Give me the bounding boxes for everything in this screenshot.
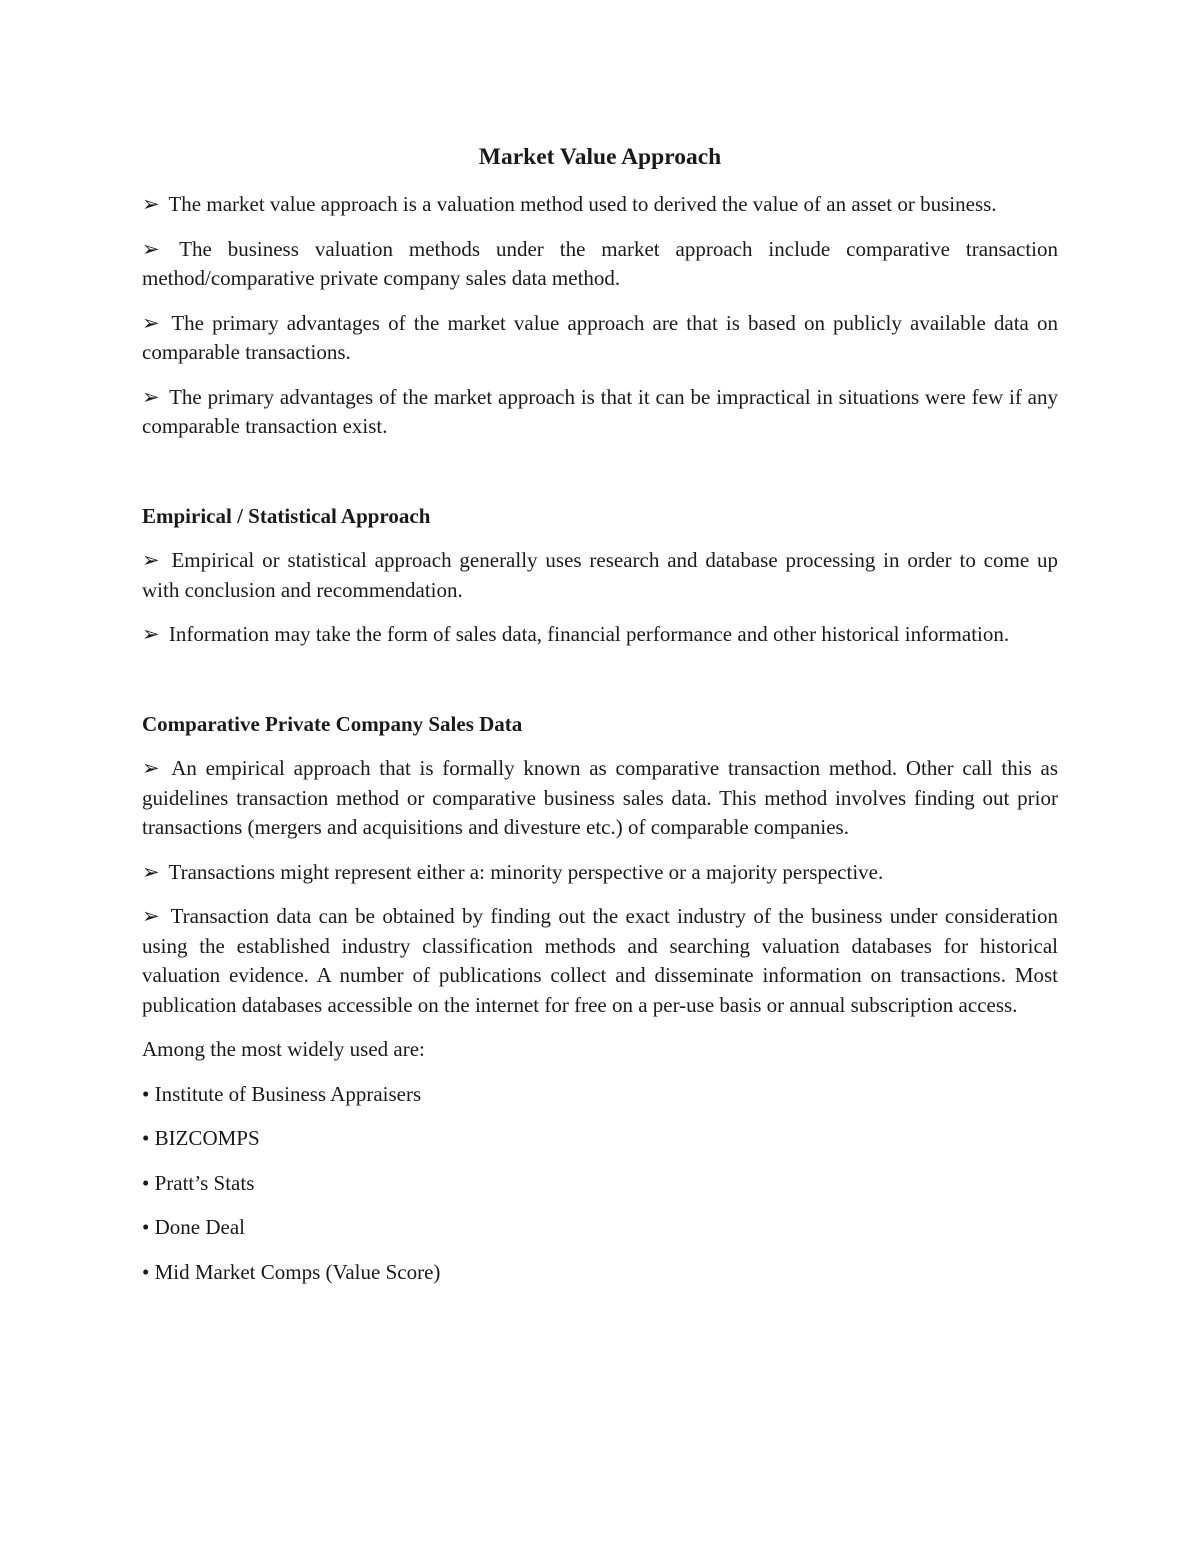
list-intro: Among the most widely used are: <box>142 1037 425 1061</box>
arrow-bullet-icon: ➢ <box>142 548 160 572</box>
dot-bullet-icon: • <box>142 1170 150 1195</box>
section-spacer <box>142 457 1058 502</box>
bullet-text: Transactions might represent either a: minority perspective or a majority perspective. <box>168 859 884 884</box>
arrow-bullet-icon: ➢ <box>142 384 160 409</box>
arrow-bullet-icon: ➢ <box>142 310 160 335</box>
document-page <box>142 140 1058 1302</box>
dot-bullet-icon: • <box>142 1259 150 1284</box>
list-item <box>142 1169 1058 1199</box>
dot-bullet-icon: • <box>142 1126 150 1150</box>
arrow-bullet-icon: ➢ <box>142 236 160 261</box>
dot-bullet-icon: • <box>142 1215 150 1239</box>
arrow-bullet-icon: ➢ <box>142 904 160 928</box>
bullet-text: An empirical approach that is formally known as comparative transaction method. Other call this as guidelines transaction method or comparative business sales data. This method involves finding out prior transactions (mergers and acquisitions and divesture etc.) of comparable companies. <box>142 756 1058 839</box>
bullet-paragraph <box>142 546 1058 605</box>
list-item <box>142 1124 1058 1154</box>
bullet-paragraph <box>142 620 1058 650</box>
bullet-text: The primary advantages of the market value approach are that is based on publicly available data on comparable transactions. <box>142 310 1058 364</box>
bullet-text: Transaction data can be obtained by finding out the exact industry of the business under consideration using the established industry classification methods and searching valuation databases for historical valuation evidence. A number of publications collect and disseminate information on transactions. Most publication databases accessible on the internet for free on a per-use basis or annual subscription access. <box>142 904 1059 1017</box>
bullet-paragraph <box>142 235 1058 294</box>
section-heading-empirical: Empirical / Statistical Approach <box>142 503 431 528</box>
list-item-text: Mid Market Comps (Value Score) <box>154 1259 441 1284</box>
bullet-text: Information may take the form of sales data, financial performance and other historical information. <box>168 622 1010 646</box>
bullet-paragraph <box>142 383 1058 442</box>
list-item-text: Done Deal <box>154 1215 245 1239</box>
bullet-paragraph <box>142 190 1058 220</box>
arrow-bullet-icon: ➢ <box>142 756 160 780</box>
list-item <box>142 1258 1058 1288</box>
section-heading-comparative: Comparative Private Company Sales Data <box>142 711 523 736</box>
arrow-bullet-icon: ➢ <box>142 859 160 884</box>
list-item <box>142 1080 1058 1110</box>
list-item-text: Institute of Business Appraisers <box>154 1081 422 1106</box>
arrow-bullet-icon: ➢ <box>142 622 160 646</box>
list-item <box>142 1213 1058 1243</box>
bullet-text: The business valuation methods under the market approach include comparative transaction method/comparative private company sales data method. <box>142 236 1058 290</box>
page-title: Market Value Approach <box>478 144 722 170</box>
list-item-text: Pratt’s Stats <box>154 1170 255 1195</box>
bullet-text: Empirical or statistical approach generally uses research and database processing in order to come up with conclusion and recommendation. <box>142 548 1059 602</box>
bullet-paragraph <box>142 858 1058 888</box>
bullet-paragraph <box>142 309 1058 368</box>
bullet-text: The primary advantages of the market approach is that it can be impractical in situations were few if any comparable transaction exist. <box>142 384 1058 438</box>
bullet-paragraph <box>142 754 1058 843</box>
bullet-paragraph <box>142 902 1058 1020</box>
section-spacer <box>142 665 1058 710</box>
arrow-bullet-icon: ➢ <box>142 192 160 216</box>
dot-bullet-icon: • <box>142 1081 150 1106</box>
list-item-text: BIZCOMPS <box>154 1126 260 1150</box>
bullet-text: The market value approach is a valuation method used to derived the value of an asset or business. <box>168 192 997 216</box>
